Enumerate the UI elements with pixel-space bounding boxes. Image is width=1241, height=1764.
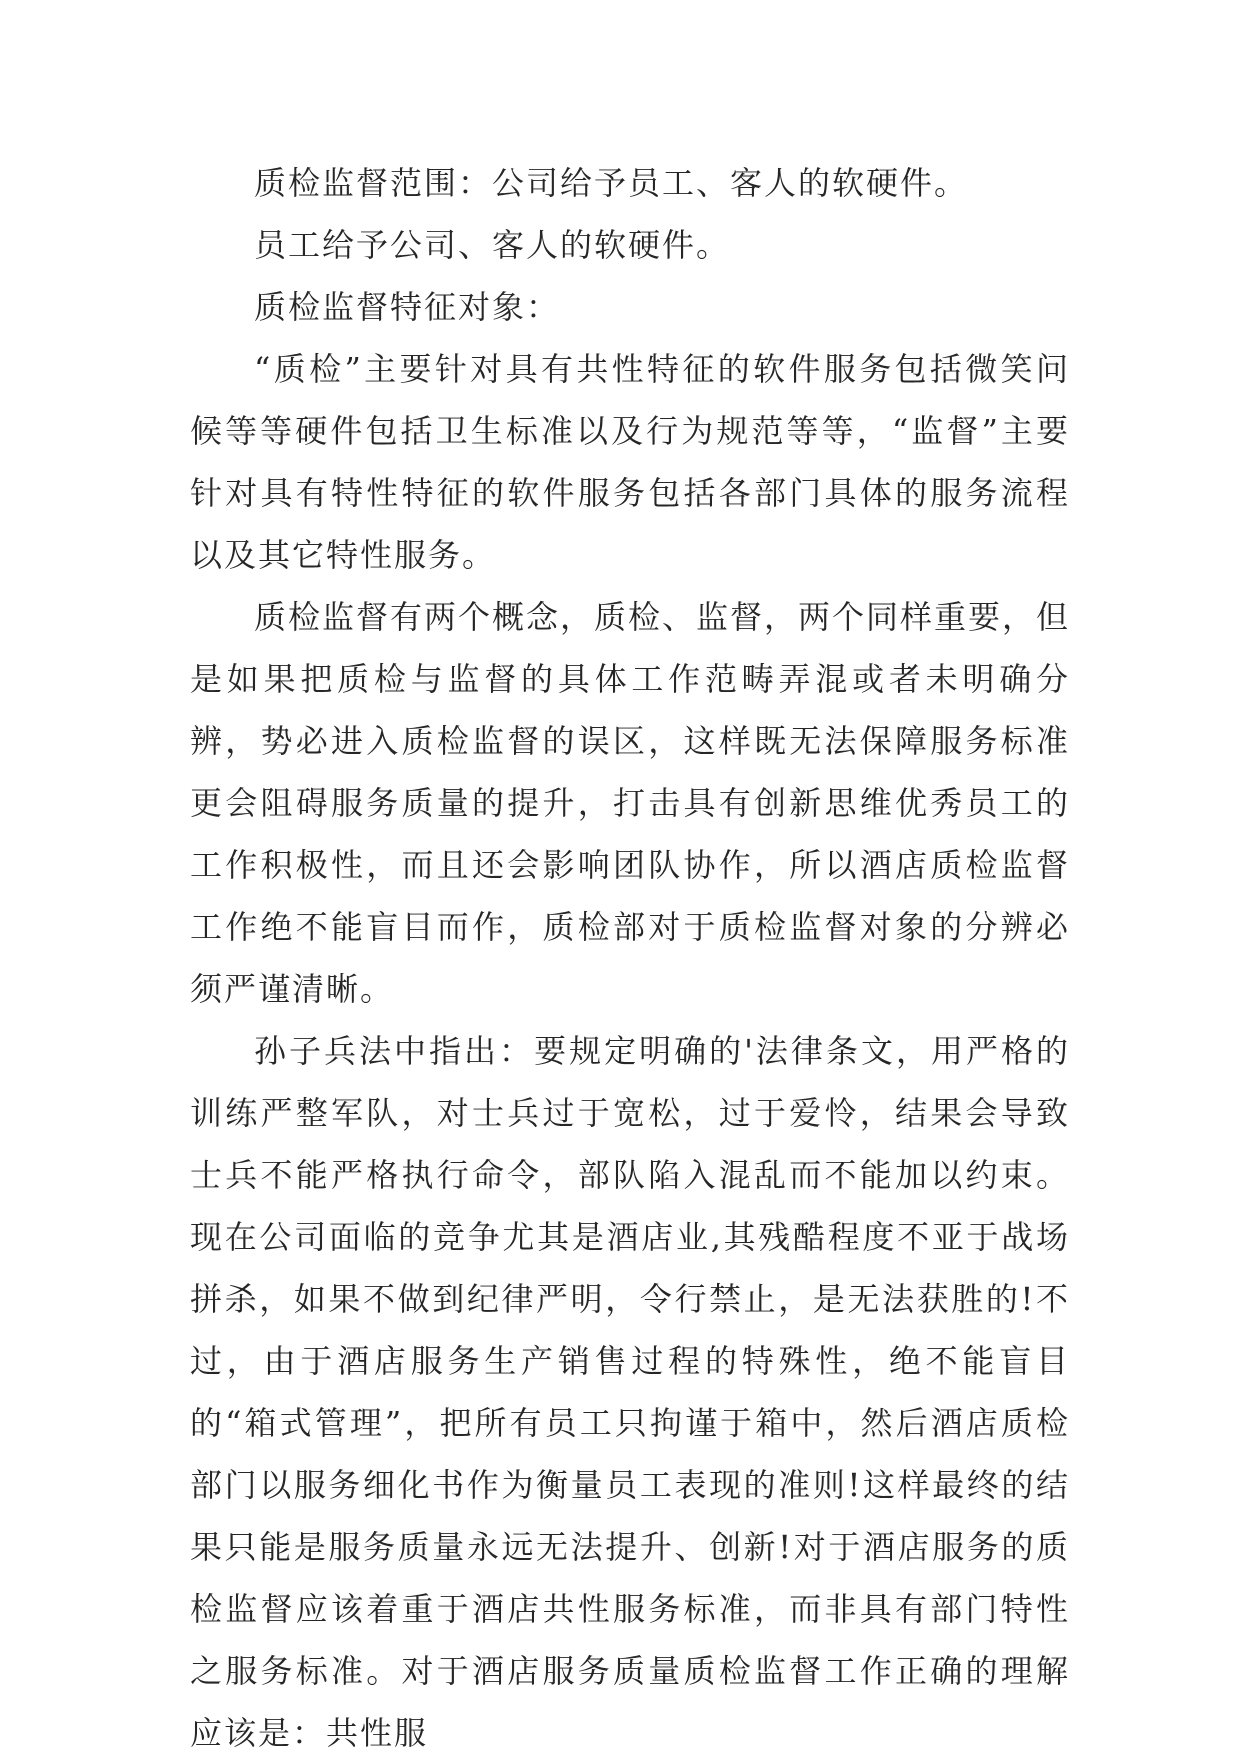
paragraph-scope-company: 质检监督范围：公司给予员工、客人的软硬件。	[254, 164, 969, 202]
paragraph-inspection-vs-supervision: “质检”主要针对具有共性特征的软件服务包括微笑问候等等硬件包括卫生标准以及行为规范等等，“监督”主要针对具有特性特征的软件服务包括各部门具体的服务流程以及其它特性服务。	[190, 350, 1070, 574]
paragraph-sunzi: 孙子兵法中指出：要规定明确的'法律条文，用严格的训练严整军队，对士兵过于宽松，过于爱怜，结果会导致士兵不能严格执行命令，部队陷入混乱而不能加以约束。现在公司面临的竞争尤其是酒店业,其残酷程度不亚于战场拼杀，如果不做到纪律严明，令行禁止，是无法获胜的!不过，由于酒店服务生产销售过程的特殊性，绝不能盲目的“箱式管理”，把所有员工只拘谨于箱中，然后酒店质检部门以服务细化书作为衡量员工表现的准则!这样最终的结果只能是服务质量永远无法提升、创新!对于酒店服务的质检监督应该着重于酒店共性服务标准，而非具有部门特性之服务标准。对于酒店服务质量质检监督工作正确的理解应该是：共性服	[190, 1032, 1070, 1752]
paragraph-objects-heading: 质检监督特征对象：	[254, 288, 561, 326]
document-body	[190, 152, 1070, 1764]
paragraph-scope-employee: 员工给予公司、客人的软硬件。	[254, 226, 731, 264]
paragraph-two-concepts: 质检监督有两个概念，质检、监督，两个同样重要，但是如果把质检与监督的具体工作范畴弄混或者未明确分辨，势必进入质检监督的误区，这样既无法保障服务标准更会阻碍服务质量的提升，打击具有创新思维优秀员工的工作积极性，而且还会影响团队协作，所以酒店质检监督工作绝不能盲目而作，质检部对于质检监督对象的分辨必须严谨清晰。	[190, 598, 1071, 1008]
